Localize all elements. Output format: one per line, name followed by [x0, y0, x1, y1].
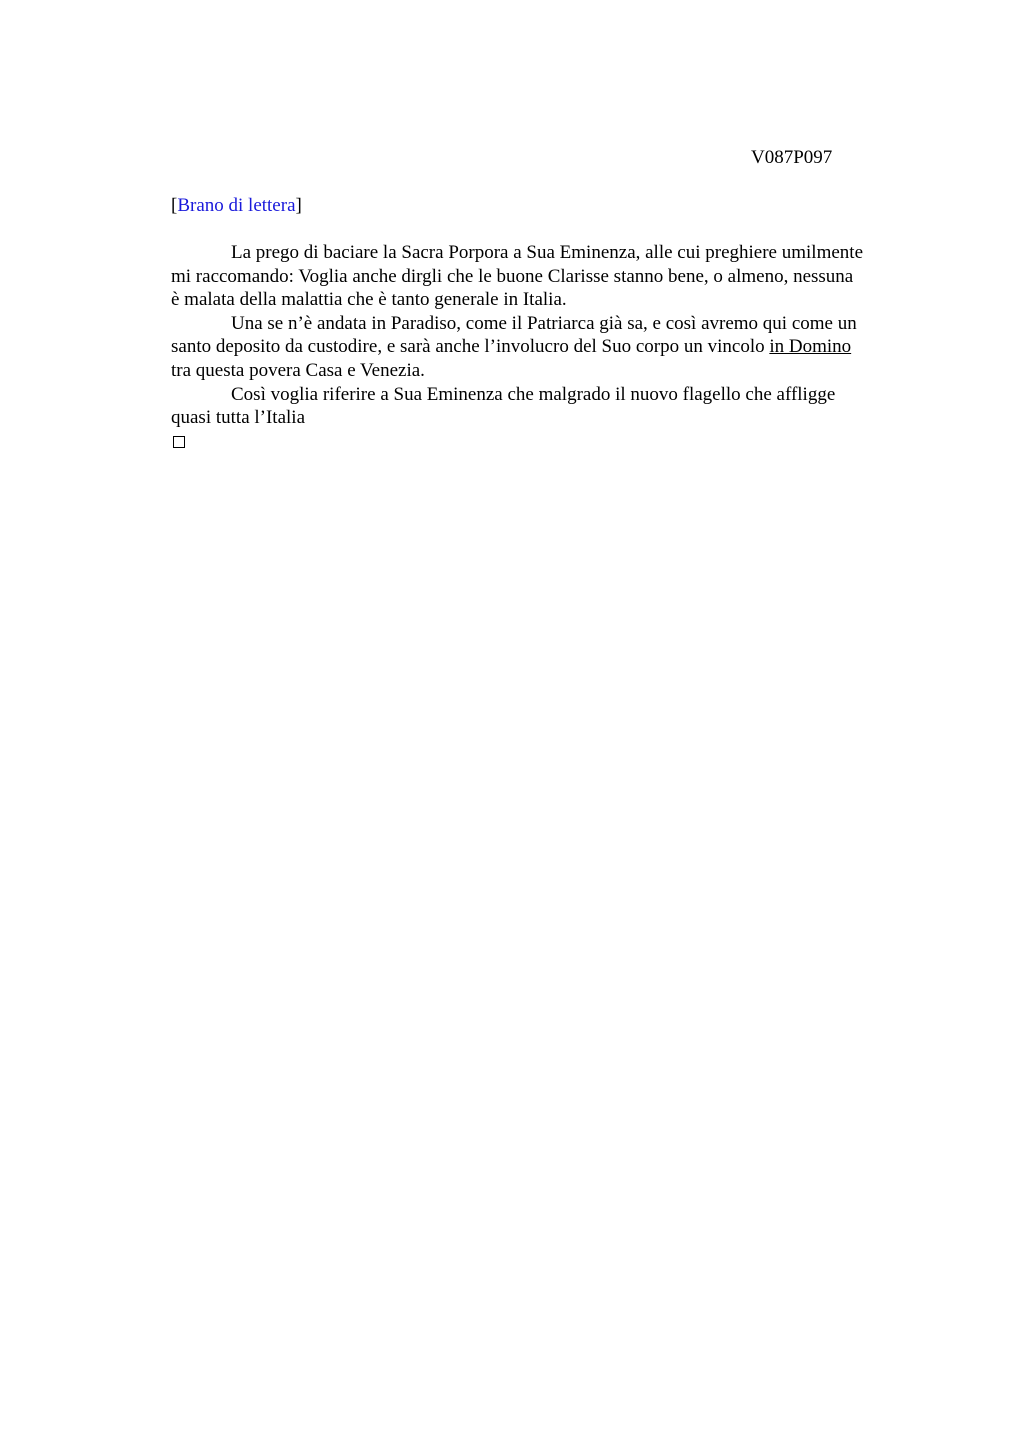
paragraph-3-line-2: quasi tutta l’Italia	[171, 407, 306, 429]
letter-body	[171, 241, 931, 430]
heading-title-link[interactable]: Brano di lettera	[177, 195, 296, 216]
paragraph-3-line-1: Così voglia riferire a Sua Eminenza che malgrado il nuovo flagello che affligge	[231, 383, 836, 405]
empty-square-icon	[173, 436, 185, 448]
heading-close-bracket: ]	[295, 195, 302, 216]
paragraph-1-line-2: mi raccomando: Voglia anche dirgli che le buone Clarisse stanno bene, o almeno, nessuna	[171, 265, 854, 287]
paragraph-1-line-1: La prego di baciare la Sacra Porpora a Sua Eminenza, alle cui preghiere umilmente	[231, 242, 864, 263]
paragraph-2-line-3: tra questa povera Casa e Venezia.	[171, 359, 425, 381]
heading-open-bracket: [	[171, 195, 178, 216]
document-code: V087P097	[751, 147, 833, 168]
paragraph-2-line-1: Una se n’è andata in Paradiso, come il Patriarca già sa, e così avremo qui come un	[231, 312, 857, 334]
paragraph-1-line-3: è malata della malattia che è tanto generale in Italia.	[171, 289, 567, 311]
document-heading	[171, 194, 302, 218]
paragraph-2-line-2	[171, 335, 931, 359]
in-domino-underlined: in Domino	[769, 336, 852, 358]
paragraph-2-line-2-text: santo deposito da custodire, e sarà anche l’involucro del Suo corpo un vincolo	[171, 336, 770, 358]
